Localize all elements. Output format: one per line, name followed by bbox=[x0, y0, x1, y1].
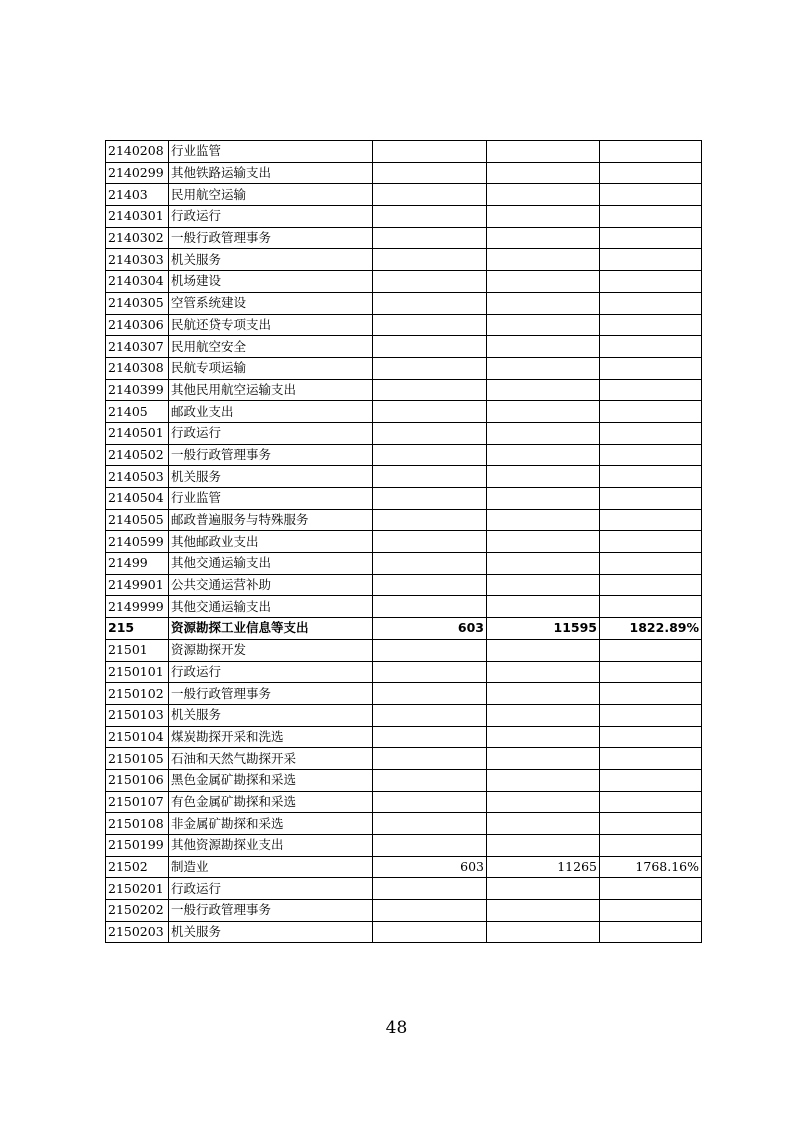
amount-cell-1 bbox=[373, 791, 487, 813]
code-cell: 2150105 bbox=[106, 748, 169, 770]
table-row bbox=[106, 618, 702, 640]
amount-cell-1 bbox=[373, 704, 487, 726]
code-cell: 2150201 bbox=[106, 878, 169, 900]
amount-cell-1 bbox=[373, 401, 487, 423]
amount-cell-1 bbox=[373, 574, 487, 596]
amount-cell-2 bbox=[487, 271, 600, 293]
table-row bbox=[106, 227, 702, 249]
name-cell: 一般行政管理事务 bbox=[169, 227, 373, 249]
percent-cell bbox=[600, 661, 702, 683]
amount-cell-2 bbox=[487, 704, 600, 726]
name-cell: 行政运行 bbox=[169, 422, 373, 444]
name-cell: 煤炭勘探开采和洗选 bbox=[169, 726, 373, 748]
name-cell: 一般行政管理事务 bbox=[169, 683, 373, 705]
name-cell: 机关服务 bbox=[169, 921, 373, 943]
table-row bbox=[106, 596, 702, 618]
amount-cell-1 bbox=[373, 596, 487, 618]
code-cell: 2140303 bbox=[106, 249, 169, 271]
amount-cell-1 bbox=[373, 553, 487, 575]
amount-cell-2 bbox=[487, 401, 600, 423]
code-cell: 2150203 bbox=[106, 921, 169, 943]
name-cell: 其他交通运输支出 bbox=[169, 553, 373, 575]
name-cell: 其他交通运输支出 bbox=[169, 596, 373, 618]
name-cell: 民用航空安全 bbox=[169, 336, 373, 358]
amount-cell-2 bbox=[487, 531, 600, 553]
table-row bbox=[106, 726, 702, 748]
table-row bbox=[106, 379, 702, 401]
amount-cell-2 bbox=[487, 878, 600, 900]
table-row bbox=[106, 401, 702, 423]
code-cell: 21403 bbox=[106, 184, 169, 206]
name-cell: 行业监管 bbox=[169, 488, 373, 510]
amount-cell-2 bbox=[487, 835, 600, 857]
code-cell: 21501 bbox=[106, 639, 169, 661]
name-cell: 机关服务 bbox=[169, 249, 373, 271]
code-cell: 2149999 bbox=[106, 596, 169, 618]
amount-cell-2 bbox=[487, 249, 600, 271]
amount-cell-1 bbox=[373, 488, 487, 510]
amount-cell-2 bbox=[487, 661, 600, 683]
table-row bbox=[106, 748, 702, 770]
amount-cell-1 bbox=[373, 314, 487, 336]
name-cell: 行政运行 bbox=[169, 661, 373, 683]
amount-cell-1 bbox=[373, 683, 487, 705]
percent-cell bbox=[600, 553, 702, 575]
table-row bbox=[106, 314, 702, 336]
amount-cell-1 bbox=[373, 661, 487, 683]
amount-cell-2: 11595 bbox=[487, 618, 600, 640]
amount-cell-2 bbox=[487, 921, 600, 943]
table-row bbox=[106, 444, 702, 466]
table-row bbox=[106, 531, 702, 553]
percent-cell bbox=[600, 531, 702, 553]
table-row bbox=[106, 813, 702, 835]
table-row bbox=[106, 336, 702, 358]
code-cell: 2140502 bbox=[106, 444, 169, 466]
amount-cell-1 bbox=[373, 141, 487, 163]
name-cell: 邮政业支出 bbox=[169, 401, 373, 423]
amount-cell-2 bbox=[487, 813, 600, 835]
amount-cell-2 bbox=[487, 141, 600, 163]
table-row bbox=[106, 553, 702, 575]
table-row bbox=[106, 422, 702, 444]
amount-cell-1 bbox=[373, 466, 487, 488]
table-row bbox=[106, 184, 702, 206]
code-cell: 2150103 bbox=[106, 704, 169, 726]
amount-cell-1 bbox=[373, 509, 487, 531]
percent-cell bbox=[600, 206, 702, 228]
table-row bbox=[106, 466, 702, 488]
table-row bbox=[106, 206, 702, 228]
percent-cell bbox=[600, 184, 702, 206]
amount-cell-1 bbox=[373, 271, 487, 293]
table-row bbox=[106, 639, 702, 661]
percent-cell bbox=[600, 704, 702, 726]
amount-cell-1 bbox=[373, 249, 487, 271]
amount-cell-1 bbox=[373, 206, 487, 228]
amount-cell-1 bbox=[373, 292, 487, 314]
code-cell: 2150106 bbox=[106, 769, 169, 791]
code-cell: 2150202 bbox=[106, 900, 169, 922]
amount-cell-2 bbox=[487, 422, 600, 444]
name-cell: 资源勘探工业信息等支出 bbox=[169, 618, 373, 640]
percent-cell: 1768.16% bbox=[600, 856, 702, 878]
amount-cell-2 bbox=[487, 574, 600, 596]
table-row bbox=[106, 921, 702, 943]
name-cell: 一般行政管理事务 bbox=[169, 900, 373, 922]
name-cell: 邮政普遍服务与特殊服务 bbox=[169, 509, 373, 531]
table-row bbox=[106, 835, 702, 857]
amount-cell-1 bbox=[373, 227, 487, 249]
percent-cell bbox=[600, 379, 702, 401]
table-row bbox=[106, 791, 702, 813]
code-cell: 2140304 bbox=[106, 271, 169, 293]
table-row bbox=[106, 249, 702, 271]
table-row bbox=[106, 162, 702, 184]
code-cell: 2140305 bbox=[106, 292, 169, 314]
name-cell: 有色金属矿勘探和采选 bbox=[169, 791, 373, 813]
amount-cell-1 bbox=[373, 813, 487, 835]
percent-cell bbox=[600, 900, 702, 922]
name-cell: 其他资源勘探业支出 bbox=[169, 835, 373, 857]
table-row bbox=[106, 878, 702, 900]
percent-cell bbox=[600, 141, 702, 163]
amount-cell-2 bbox=[487, 379, 600, 401]
percent-cell bbox=[600, 227, 702, 249]
amount-cell-2 bbox=[487, 466, 600, 488]
code-cell: 21502 bbox=[106, 856, 169, 878]
percent-cell bbox=[600, 791, 702, 813]
amount-cell-1 bbox=[373, 835, 487, 857]
amount-cell-1: 603 bbox=[373, 618, 487, 640]
code-cell: 21499 bbox=[106, 553, 169, 575]
amount-cell-1 bbox=[373, 921, 487, 943]
percent-cell bbox=[600, 314, 702, 336]
percent-cell bbox=[600, 726, 702, 748]
percent-cell bbox=[600, 292, 702, 314]
amount-cell-2 bbox=[487, 162, 600, 184]
amount-cell-1 bbox=[373, 878, 487, 900]
amount-cell-1 bbox=[373, 444, 487, 466]
page-number: 48 bbox=[385, 1018, 408, 1038]
code-cell: 2150199 bbox=[106, 835, 169, 857]
amount-cell-1 bbox=[373, 531, 487, 553]
table-row bbox=[106, 704, 702, 726]
percent-cell bbox=[600, 748, 702, 770]
amount-cell-2 bbox=[487, 206, 600, 228]
amount-cell-2 bbox=[487, 227, 600, 249]
amount-cell-1 bbox=[373, 422, 487, 444]
percent-cell: 1822.89% bbox=[600, 618, 702, 640]
percent-cell bbox=[600, 878, 702, 900]
table-body bbox=[106, 141, 702, 943]
code-cell: 2140501 bbox=[106, 422, 169, 444]
amount-cell-1: 603 bbox=[373, 856, 487, 878]
percent-cell bbox=[600, 835, 702, 857]
amount-cell-1 bbox=[373, 357, 487, 379]
percent-cell bbox=[600, 769, 702, 791]
name-cell: 一般行政管理事务 bbox=[169, 444, 373, 466]
percent-cell bbox=[600, 466, 702, 488]
amount-cell-1 bbox=[373, 769, 487, 791]
table-row bbox=[106, 683, 702, 705]
percent-cell bbox=[600, 422, 702, 444]
percent-cell bbox=[600, 336, 702, 358]
code-cell: 21405 bbox=[106, 401, 169, 423]
table-row bbox=[106, 292, 702, 314]
amount-cell-2 bbox=[487, 596, 600, 618]
percent-cell bbox=[600, 444, 702, 466]
name-cell: 其他邮政业支出 bbox=[169, 531, 373, 553]
name-cell: 黑色金属矿勘探和采选 bbox=[169, 769, 373, 791]
amount-cell-2 bbox=[487, 509, 600, 531]
name-cell: 行政运行 bbox=[169, 206, 373, 228]
name-cell: 行业监管 bbox=[169, 141, 373, 163]
percent-cell bbox=[600, 162, 702, 184]
name-cell: 石油和天然气勘探开采 bbox=[169, 748, 373, 770]
name-cell: 机关服务 bbox=[169, 704, 373, 726]
name-cell: 其他民用航空运输支出 bbox=[169, 379, 373, 401]
amount-cell-2 bbox=[487, 639, 600, 661]
table-row bbox=[106, 488, 702, 510]
amount-cell-1 bbox=[373, 639, 487, 661]
name-cell: 其他铁路运输支出 bbox=[169, 162, 373, 184]
percent-cell bbox=[600, 639, 702, 661]
code-cell: 2150108 bbox=[106, 813, 169, 835]
percent-cell bbox=[600, 921, 702, 943]
amount-cell-1 bbox=[373, 336, 487, 358]
code-cell: 2140505 bbox=[106, 509, 169, 531]
amount-cell-2 bbox=[487, 769, 600, 791]
code-cell: 2140599 bbox=[106, 531, 169, 553]
amount-cell-2 bbox=[487, 553, 600, 575]
table-row bbox=[106, 856, 702, 878]
code-cell: 2150104 bbox=[106, 726, 169, 748]
code-cell: 2150102 bbox=[106, 683, 169, 705]
name-cell: 民用航空运输 bbox=[169, 184, 373, 206]
name-cell: 行政运行 bbox=[169, 878, 373, 900]
code-cell: 215 bbox=[106, 618, 169, 640]
amount-cell-2 bbox=[487, 726, 600, 748]
amount-cell-2 bbox=[487, 357, 600, 379]
amount-cell-2 bbox=[487, 488, 600, 510]
table-row bbox=[106, 574, 702, 596]
amount-cell-2 bbox=[487, 748, 600, 770]
name-cell: 资源勘探开发 bbox=[169, 639, 373, 661]
table-row bbox=[106, 900, 702, 922]
code-cell: 2140503 bbox=[106, 466, 169, 488]
code-cell: 2140301 bbox=[106, 206, 169, 228]
code-cell: 2150101 bbox=[106, 661, 169, 683]
amount-cell-2 bbox=[487, 314, 600, 336]
name-cell: 民航还贷专项支出 bbox=[169, 314, 373, 336]
amount-cell-1 bbox=[373, 379, 487, 401]
amount-cell-2 bbox=[487, 444, 600, 466]
percent-cell bbox=[600, 271, 702, 293]
percent-cell bbox=[600, 596, 702, 618]
table-row bbox=[106, 509, 702, 531]
percent-cell bbox=[600, 813, 702, 835]
code-cell: 2149901 bbox=[106, 574, 169, 596]
code-cell: 2140307 bbox=[106, 336, 169, 358]
amount-cell-2 bbox=[487, 791, 600, 813]
name-cell: 民航专项运输 bbox=[169, 357, 373, 379]
table-row bbox=[106, 271, 702, 293]
amount-cell-1 bbox=[373, 726, 487, 748]
percent-cell bbox=[600, 574, 702, 596]
name-cell: 制造业 bbox=[169, 856, 373, 878]
table-row bbox=[106, 357, 702, 379]
amount-cell-2 bbox=[487, 900, 600, 922]
code-cell: 2140302 bbox=[106, 227, 169, 249]
table-row bbox=[106, 769, 702, 791]
name-cell: 机关服务 bbox=[169, 466, 373, 488]
percent-cell bbox=[600, 401, 702, 423]
amount-cell-1 bbox=[373, 184, 487, 206]
percent-cell bbox=[600, 488, 702, 510]
name-cell: 非金属矿勘探和采选 bbox=[169, 813, 373, 835]
name-cell: 公共交通运营补助 bbox=[169, 574, 373, 596]
code-cell: 2140399 bbox=[106, 379, 169, 401]
table-row bbox=[106, 661, 702, 683]
name-cell: 空管系统建设 bbox=[169, 292, 373, 314]
code-cell: 2150107 bbox=[106, 791, 169, 813]
amount-cell-2 bbox=[487, 184, 600, 206]
percent-cell bbox=[600, 683, 702, 705]
amount-cell-1 bbox=[373, 748, 487, 770]
percent-cell bbox=[600, 357, 702, 379]
amount-cell-2 bbox=[487, 292, 600, 314]
amount-cell-2 bbox=[487, 683, 600, 705]
code-cell: 2140299 bbox=[106, 162, 169, 184]
table-row bbox=[106, 141, 702, 163]
amount-cell-2 bbox=[487, 336, 600, 358]
amount-cell-2: 11265 bbox=[487, 856, 600, 878]
name-cell: 机场建设 bbox=[169, 271, 373, 293]
budget-table bbox=[105, 140, 702, 943]
code-cell: 2140308 bbox=[106, 357, 169, 379]
percent-cell bbox=[600, 249, 702, 271]
amount-cell-1 bbox=[373, 900, 487, 922]
code-cell: 2140306 bbox=[106, 314, 169, 336]
code-cell: 2140504 bbox=[106, 488, 169, 510]
amount-cell-1 bbox=[373, 162, 487, 184]
code-cell: 2140208 bbox=[106, 141, 169, 163]
percent-cell bbox=[600, 509, 702, 531]
